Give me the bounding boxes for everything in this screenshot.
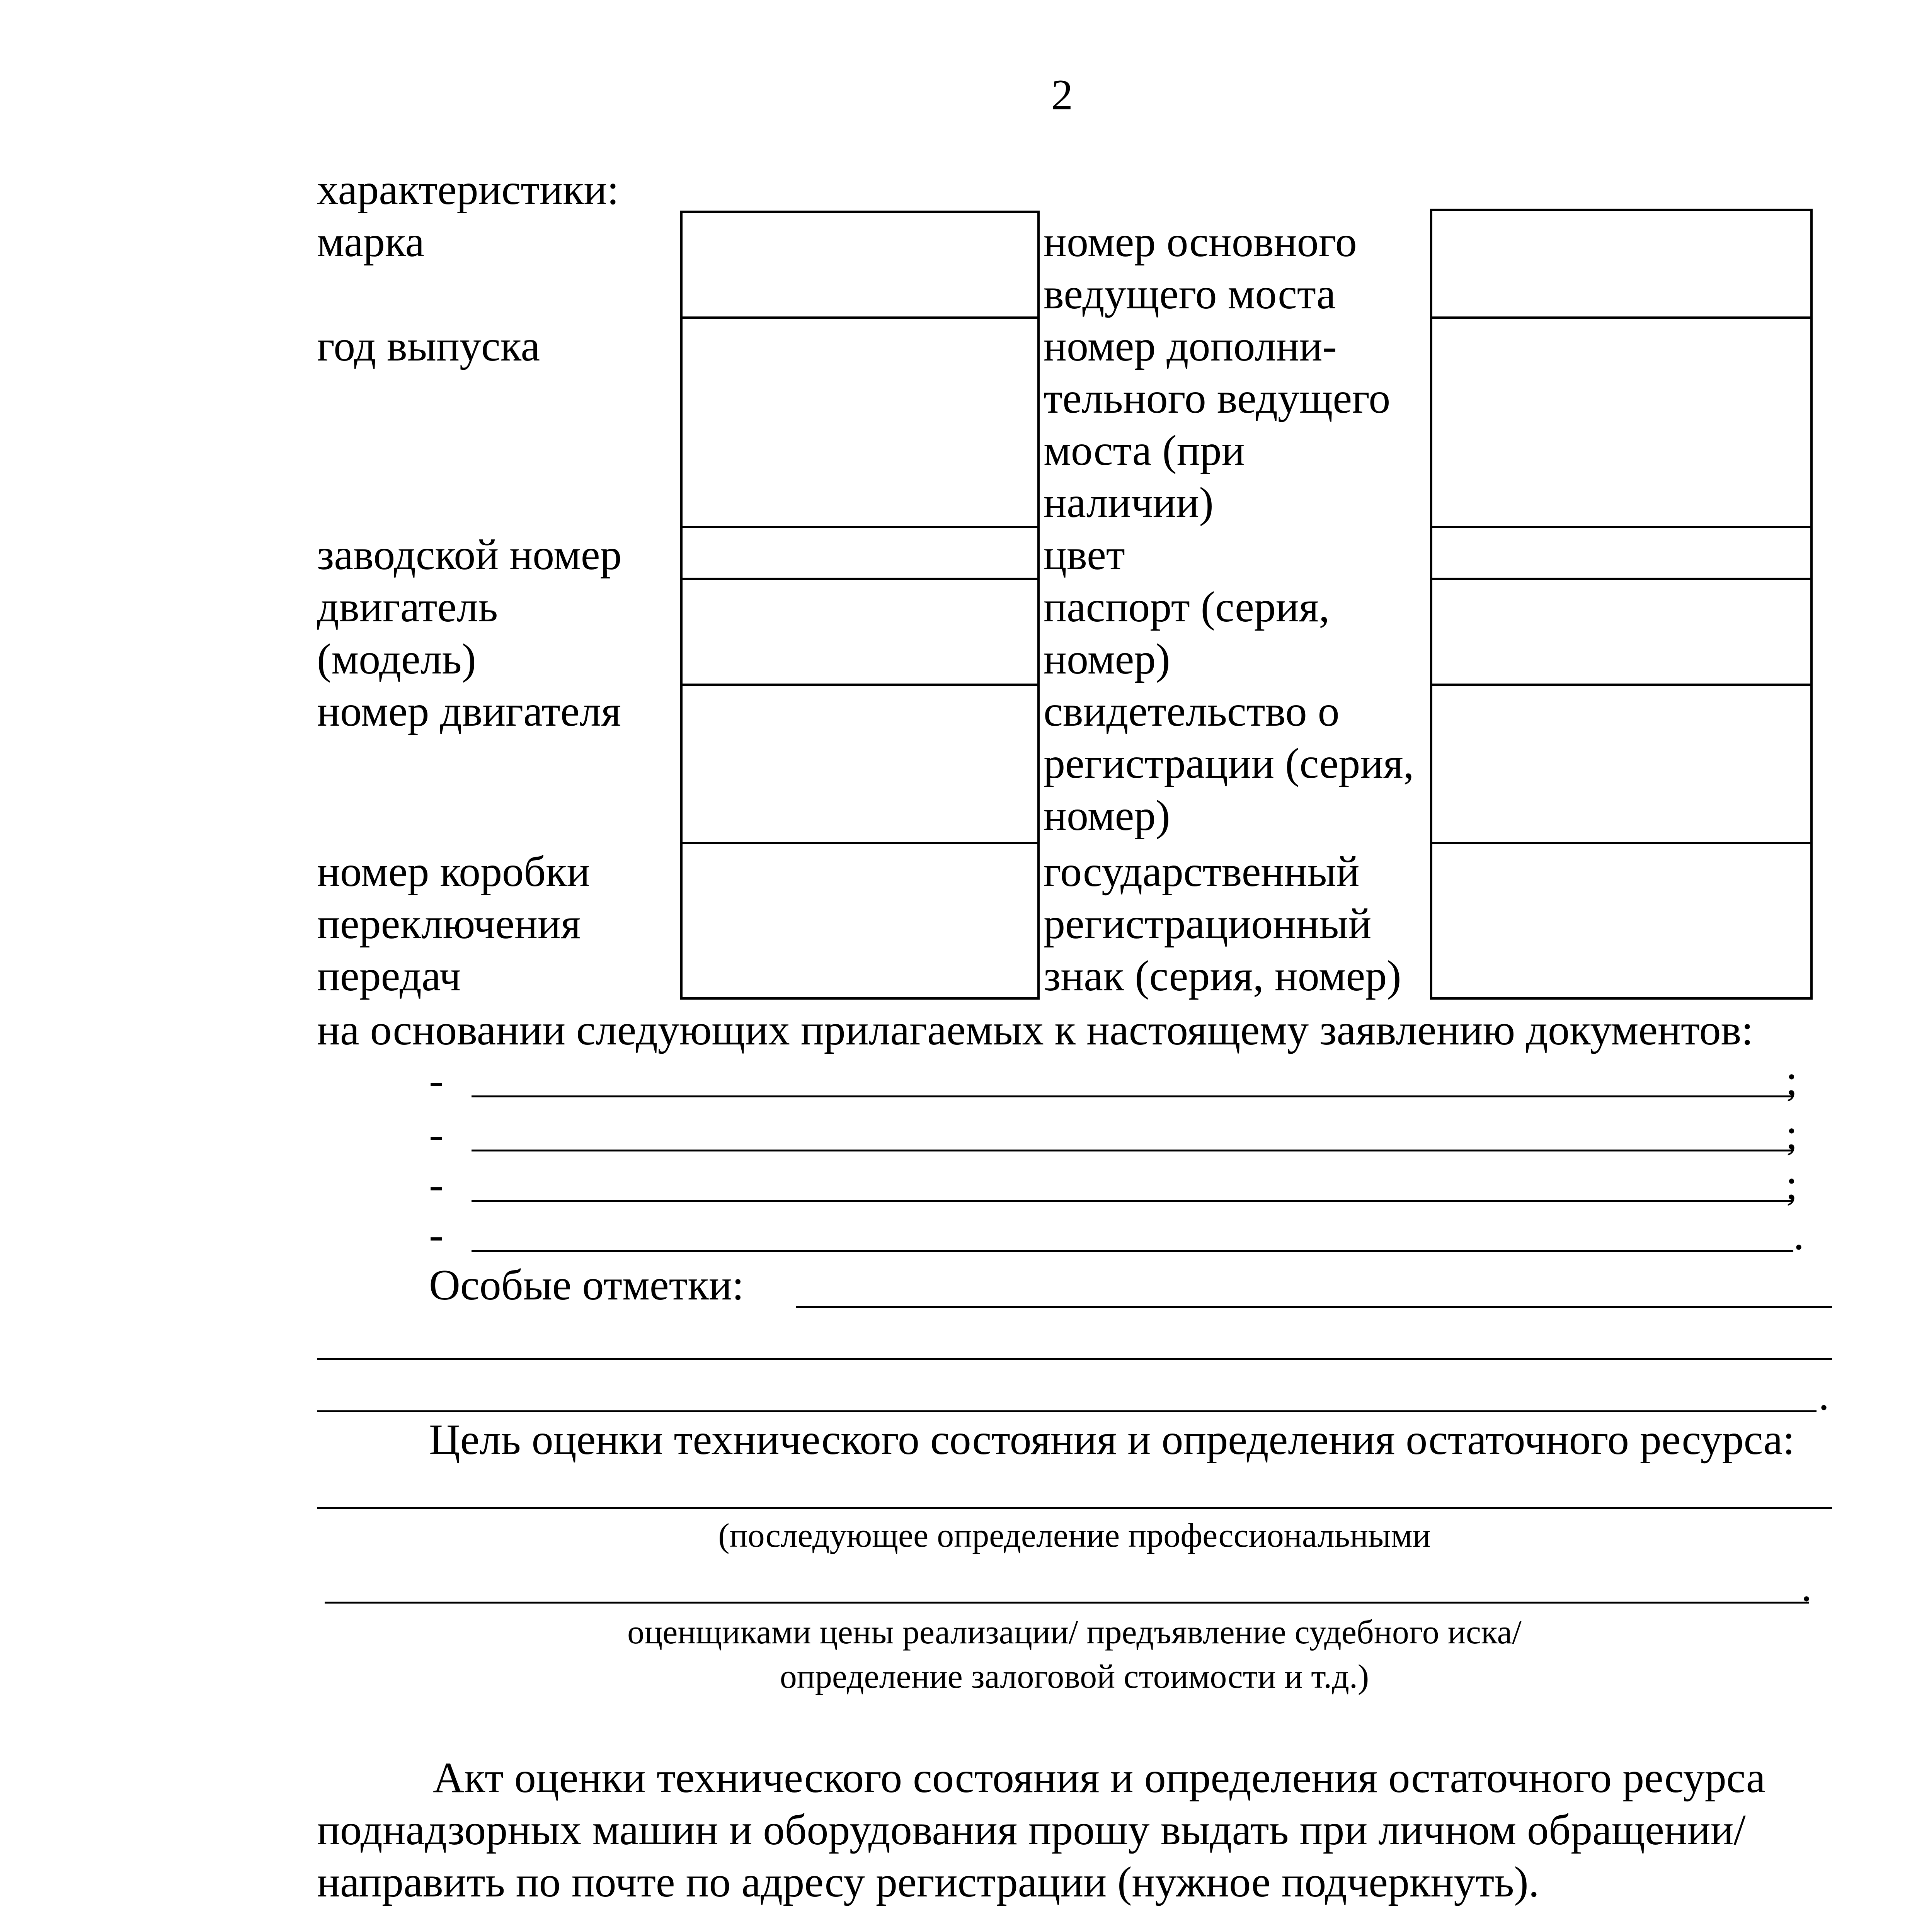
special-notes-line[interactable] <box>796 1306 1832 1308</box>
purpose-hint-3: определение залоговой стоимости и т.д.) <box>780 1658 1369 1696</box>
svid-box[interactable] <box>1430 684 1813 844</box>
marka-box[interactable] <box>680 211 1040 319</box>
cvet-box[interactable] <box>1430 526 1813 580</box>
nomer-korobki-box[interactable] <box>680 842 1040 1000</box>
god-vypuska-box[interactable] <box>680 316 1040 528</box>
label-dvigatel-model: (модель) <box>317 635 476 683</box>
label-most-dop-2: тельного ведущего <box>1044 374 1391 422</box>
doc-semicolon: ; <box>1786 1056 1798 1104</box>
label-korobka-1: номер коробки <box>317 848 590 896</box>
special-notes-period: . <box>1818 1371 1829 1419</box>
label-god-vypuska: год выпуска <box>317 322 540 370</box>
doc-line[interactable] <box>472 1095 1793 1097</box>
nomer-dvigatelya-box[interactable] <box>680 684 1040 844</box>
doc-semicolon: ; <box>1786 1161 1798 1209</box>
act-line-2: поднадзорных машин и оборудования прошу выдать при личном обращении/ <box>317 1806 1746 1854</box>
doc-dash: - <box>429 1161 444 1209</box>
label-nomer-dvigatelya: номер двигателя <box>317 687 621 735</box>
label-marka: марка <box>317 218 425 266</box>
act-line-3: направить по почте по адресу регистрации (нужное подчеркнуть). <box>317 1858 1539 1906</box>
label-zavodskoy-nomer: заводской номер <box>317 531 622 579</box>
label-dvigatel: двигатель <box>317 583 498 631</box>
label-svid-3: номер) <box>1044 792 1170 840</box>
label-most-dop-3: моста (при <box>1044 427 1245 474</box>
act-line-1: Акт оценки технического состояния и определения остаточного ресурса <box>433 1754 1765 1802</box>
doc-semicolon: ; <box>1786 1111 1798 1158</box>
gos-znak-box[interactable] <box>1430 842 1813 1000</box>
doc-line[interactable] <box>472 1250 1793 1252</box>
dvigatel-model-box[interactable] <box>680 578 1040 686</box>
label-pasport-2: номер) <box>1044 635 1170 683</box>
label-most-osn-1: номер основного <box>1044 218 1357 266</box>
label-svid-1: свидетельство о <box>1044 687 1340 735</box>
label-pasport-1: паспорт (серия, <box>1044 583 1330 631</box>
most-dop-box[interactable] <box>1430 316 1813 528</box>
page-number: 2 <box>1051 71 1073 119</box>
section-heading: характеристики: <box>317 166 619 214</box>
most-osn-box[interactable] <box>1430 209 1813 319</box>
special-notes-line[interactable] <box>317 1358 1832 1360</box>
purpose-period: . <box>1801 1563 1812 1611</box>
label-svid-2: регистрации (серия, <box>1044 740 1414 787</box>
special-notes-label: Особые отметки: <box>429 1261 744 1309</box>
label-most-dop-1: номер дополни- <box>1044 322 1337 370</box>
doc-line[interactable] <box>472 1200 1793 1202</box>
special-notes-line[interactable] <box>317 1410 1817 1412</box>
doc-line[interactable] <box>472 1150 1793 1151</box>
purpose-hint-2: оценщиками цены реализации/ предъявление судебного иска/ <box>627 1614 1522 1651</box>
doc-dash: - <box>429 1056 444 1104</box>
label-gos-1: государственный <box>1044 848 1360 896</box>
label-most-dop-4: наличии) <box>1044 479 1214 527</box>
label-cvet: цвет <box>1044 531 1125 579</box>
doc-period: . <box>1793 1211 1804 1259</box>
purpose-line[interactable] <box>325 1602 1809 1604</box>
doc-dash: - <box>429 1211 444 1259</box>
purpose-line[interactable] <box>317 1507 1832 1509</box>
label-gos-3: знак (серия, номер) <box>1044 952 1401 1000</box>
purpose-hint-1: (последующее определение профессиональными <box>718 1517 1431 1554</box>
doc-dash: - <box>429 1111 444 1158</box>
documents-intro: на основании следующих прилагаемых к настоящему заявлению документов: <box>317 1006 1754 1054</box>
zavodskoy-nomer-box[interactable] <box>680 526 1040 580</box>
pasport-box[interactable] <box>1430 578 1813 686</box>
label-gos-2: регистрационный <box>1044 900 1372 948</box>
label-most-osn-2: ведущего моста <box>1044 270 1336 318</box>
label-korobka-2: переключения <box>317 900 581 948</box>
label-korobka-3: передач <box>317 952 461 1000</box>
purpose-heading: Цель оценки технического состояния и определения остаточного ресурса: <box>429 1416 1795 1464</box>
